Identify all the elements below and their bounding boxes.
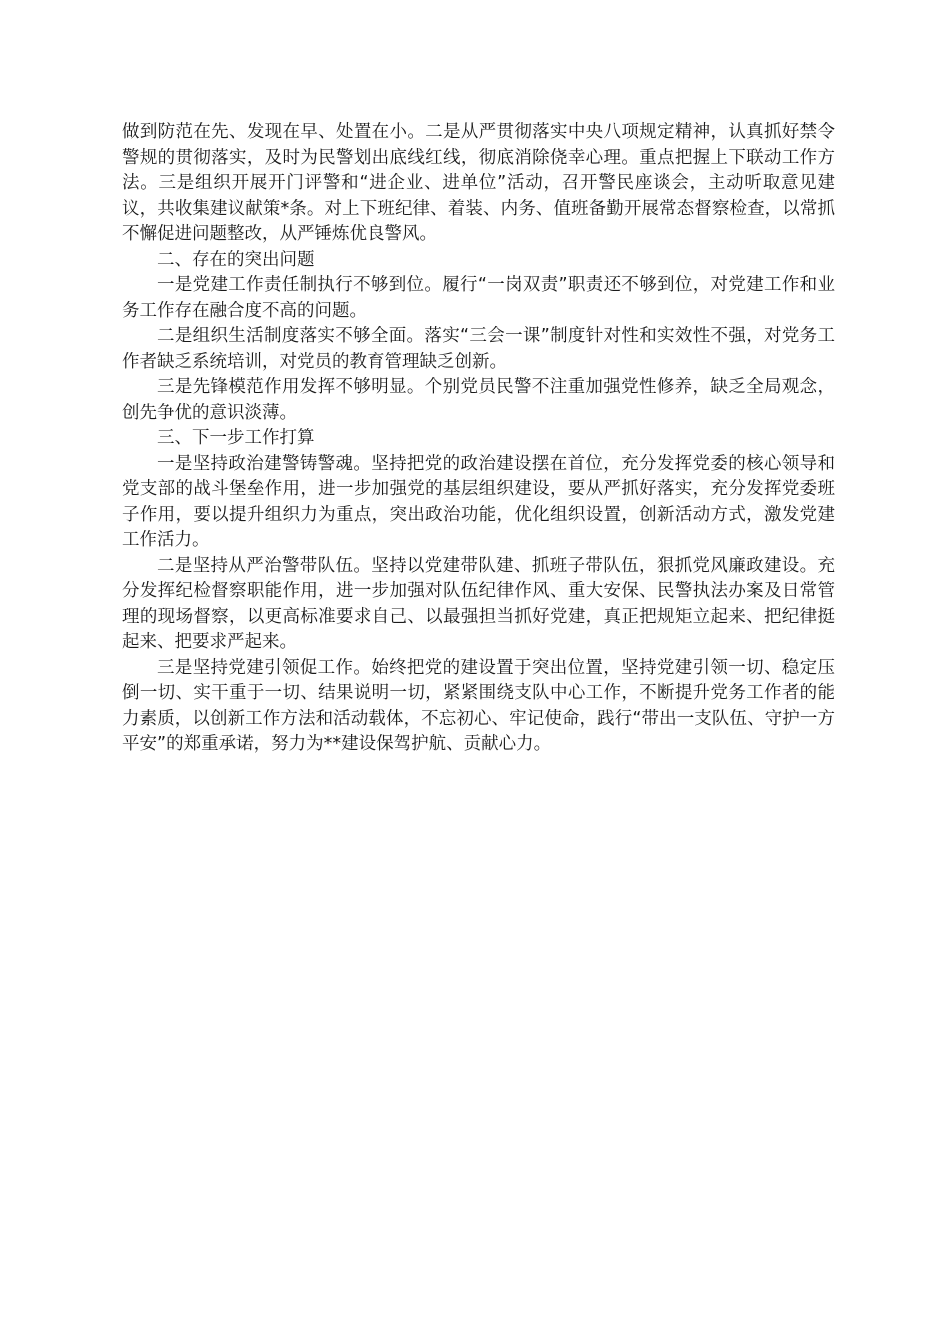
paragraph-problem-2: 二是组织生活制度落实不够全面。落实“三会一课”制度针对性和实效性不强，对党务工作者缺乏系统培训，对党员的教育管理缺乏创新。 bbox=[122, 326, 835, 372]
paragraph-plan-1: 一是坚持政治建警铸警魂。坚持把党的政治建设摆在首位，充分发挥党委的核心领导和党支部的战斗堡垒作用，进一步加强党的基层组织建设，要从严抓好落实，充分发挥党委班子作用，要以提升组织力为重点，突出政治功能，优化组织设置，创新活动方式，激发党建工作活力。 bbox=[122, 453, 835, 550]
document-body bbox=[122, 120, 835, 758]
paragraph-problem-1: 一是党建工作责任制执行不够到位。履行“一岗双责”职责还不够到位，对党建工作和业务工作存在融合度不高的问题。 bbox=[122, 275, 835, 321]
paragraph-plan-3: 三是坚持党建引领促工作。始终把党的建设置于突出位置，坚持党建引领一切、稳定压倒一切、实干重于一切、结果说明一切，紧紧围绕支队中心工作，不断提升党务工作者的能力素质，以创新工作方法和活动载体，不忘初心、牢记使命，践行“带出一支队伍、守护一方平安”的郑重承诺，努力为**建设保驾护航、贡献心力。 bbox=[122, 657, 835, 754]
paragraph-plan-2: 二是坚持从严治警带队伍。坚持以党建带队建、抓班子带队伍，狠抓党风廉政建设。充分发挥纪检督察职能作用，进一步加强对队伍纪律作风、重大安保、民警执法办案及日常管理的现场督察，以更高标准要求自己、以最强担当抓好党建，真正把规矩立起来、把纪律挺起来、把要求严起来。 bbox=[122, 555, 835, 652]
section-heading-problems: 二、存在的突出问题 bbox=[157, 249, 315, 270]
paragraph-problem-3: 三是先锋模范作用发挥不够明显。个别党员民警不注重加强党性修养，缺乏全局观念，创先争优的意识淡薄。 bbox=[122, 377, 835, 423]
paragraph-continuation: 做到防范在先、发现在早、处置在小。二是从严贯彻落实中央八项规定精神，认真抓好禁令警规的贯彻落实，及时为民警划出底线红线，彻底消除侥幸心理。重点把握上下联动工作方法。三是组织开展开门评警和“进企业、进单位”活动，召开警民座谈会，主动听取意见建议，共收集建议献策*条。对上下班纪律、着装、内务、值班备勤开展常态督察检查，以常抓不懈促进问题整改，从严锤炼优良警风。 bbox=[122, 122, 835, 244]
section-heading-next-steps: 三、下一步工作打算 bbox=[157, 428, 315, 448]
